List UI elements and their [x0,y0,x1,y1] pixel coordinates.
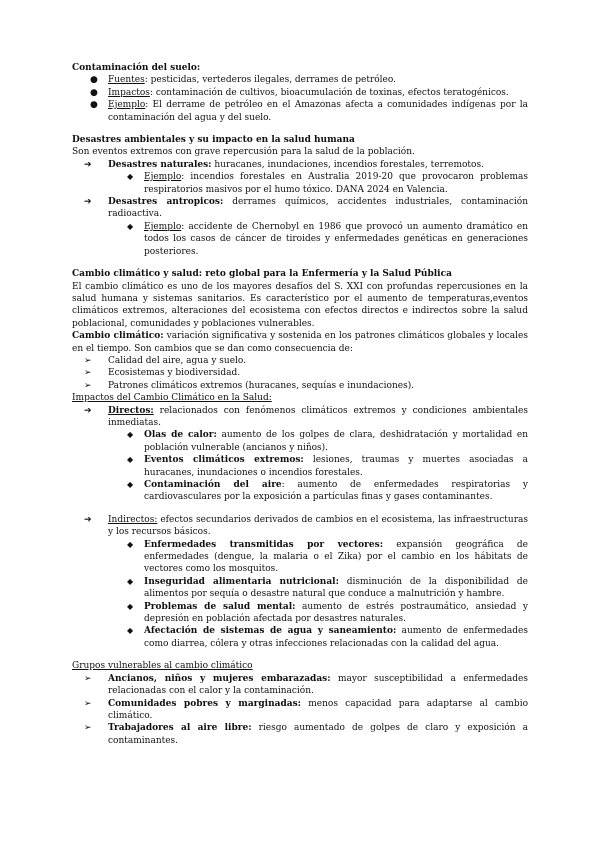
list-item: ➢ Calidad del aire, agua y suelo. [84,355,247,366]
list-item: ➢ Trabajadores al aire libre: riesgo aumentado de golpes de claro y exposición a contaminantes. [84,723,529,746]
list-item: ◆ Afectación de sistemas de agua y saneamiento: aumento de enfermedades como diarrea, cólera y otras infecciones relacionadas con la calidad del agua. [127,626,528,649]
cambio-definition: Cambio climático: variación significativa y sostenida en los patrones climáticos globales y locales en el tiempo. Son cambios que se dan como consecuencia de: [72,331,528,354]
list-item: ◆ Olas de calor: aumento de los golpes de clara, deshidratación y mortalidad en población vulnerable (ancianos y niños). [127,430,528,453]
chevron-icon: ➢ [84,380,92,391]
desastres-intro: Son eventos extremos con grave repercusión para la salud de la población. [72,147,415,158]
diamond-icon: ◆ [127,601,134,611]
list-item: ● Impactos: contaminación de cultivos, bioacumulación de toxinas, efectos teratogénicos. [90,87,509,98]
document-page [72,62,528,747]
list-item: ◆ Eventos climáticos extremos: lesiones, traumas y muertes asociadas a huracanes, inundaciones o incendios forestales. [127,455,528,478]
cambio-intro: El cambio climático es uno de los mayores desafíos del S. XXI con profundas repercusiones en la salud humana y sistemas sanitarios. Es característico por el aumento de temperaturas,eventos climáticos extremos, alteraciones del ecosistema con efectos directos e indirectos sobre la salud poblacional, comunidades y poblaciones vulnerables. [72,281,528,329]
section-title-grupos: Grupos vulnerables al cambio climático [72,661,253,672]
list-item: ◆ Enfermedades transmitidas por vectores: expansión geográfica de enfermedades (dengue, la malaria o el Zika) por el cambio en los hábitats de vectores como los mosquitos. [127,539,528,575]
chevron-icon: ➢ [84,355,92,366]
arrow-icon: ➔ [84,514,92,525]
diamond-icon: ◆ [127,480,134,489]
section-title-desastres: Desastres ambientales y su impacto en la salud humana [72,135,355,146]
bullet-icon: ● [90,87,98,98]
list-item: ➔ Indirectos: efectos secundarios derivados de cambios en el ecosistema, las infraestructuras y los recursos básicos. [84,514,528,538]
diamond-icon: ◆ [127,626,134,636]
section-title-suelo: Contaminación del suelo: [72,63,201,73]
diamond-icon: ◆ [127,172,134,182]
list-item: ◆ Inseguridad alimentaria nutricional: disminución de la disponibilidad de alimentos por sequía o desastre natural que conduce a malnutrición y hambre. [127,576,528,600]
chevron-icon: ➢ [84,723,92,734]
section-title-cambio: Cambio climático y salud: reto global para la Enfermería y la Salud Pública [72,269,452,280]
chevron-icon: ➢ [84,673,92,684]
bullet-icon: ● [90,100,98,111]
diamond-icon: ◆ [127,455,134,465]
list-item: ◆ Ejemplo: accidente de Chernobyl en 1986 que provocó un aumento dramático en todos los casos de cáncer de tiroides y enfermedades genéticas en generaciones posteriores. [127,221,528,257]
list-item: ◆ Problemas de salud mental: aumento de estrés postraumático, ansiedad y depresión en población afectada por desastres naturales. [127,601,529,625]
diamond-icon: ◆ [127,221,134,231]
list-item: ◆ Contaminación del aire: aumento de enfermedades respiratorias y cardiovasculares por la exposición a partículas finas y gases contaminantes. [127,480,528,503]
arrow-icon: ➔ [84,159,92,170]
list-item: ➔ Desastres antropicos: derrames químicos, accidentes industriales, contaminación radioactiva. [84,197,528,220]
diamond-icon: ◆ [127,430,134,440]
list-item: ➢ Patrones climáticos extremos (huracanes, sequías e inundaciones). [84,380,415,391]
chevron-icon: ➢ [84,368,92,379]
list-item: ● Fuentes: pesticidas, vertederos ilegales, derrames de petróleo. [90,75,397,86]
list-item: ◆ Ejemplo: incendios forestales en Australia 2019-20 que provocaron problemas respiratorios masivos por el humo tóxico. DANA 2024 en Valencia. [127,172,528,195]
arrow-icon: ➔ [84,197,92,208]
list-item: ➔ Desastres naturales: huracanes, inundaciones, incendios forestales, terremotos. [84,159,484,170]
diamond-icon: ◆ [127,539,134,549]
diamond-icon: ◆ [127,576,134,586]
list-item: ➢ Ecosistemas y biodiversidad. [84,368,241,379]
list-item: ➢ Comunidades pobres y marginadas: menos capacidad para adaptarse al cambio climático. [84,698,528,721]
impactos-title: Impactos del Cambio Climático en la Salud: [72,393,272,404]
list-item: ● Ejemplo: El derrame de petróleo en el Amazonas afecta a comunidades indígenas por la contaminación del agua y del suelo. [90,100,528,123]
list-item: ➔ Directos: relacionados con fenómenos climáticos extremos y condiciones ambientales inmediatas. [84,405,528,428]
bullet-icon: ● [90,75,98,86]
list-item: ➢ Ancianos, niños y mujeres embarazadas: mayor susceptibilidad a enfermedades relacionadas con el calor y la contaminación. [84,673,528,697]
arrow-icon: ➔ [84,405,92,416]
chevron-icon: ➢ [84,698,92,709]
